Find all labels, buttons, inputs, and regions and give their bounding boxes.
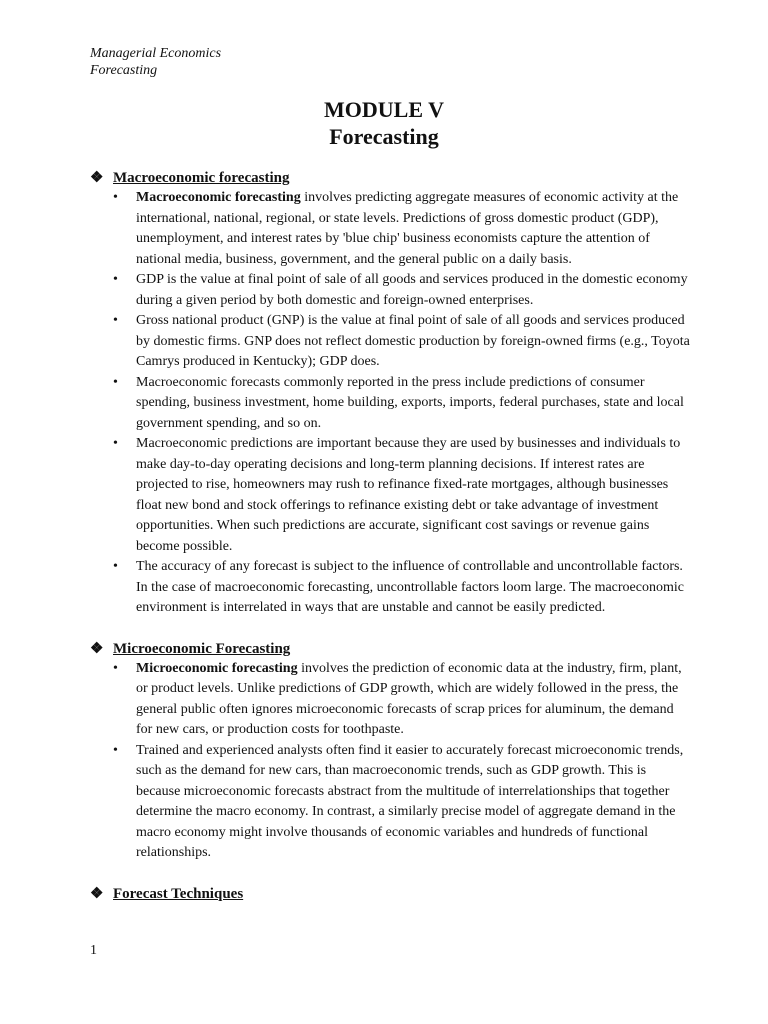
list-item-text: involves predicting aggregate measures of economic activity at the international, national, regional, or state levels. Predictions of gross domestic product (GDP), unemployment, and interest rates by 'blue chip' business economists capture the attention of national media, business, government, and the general public on a daily basis. bbox=[136, 190, 679, 267]
bullet-icon: • bbox=[113, 660, 118, 676]
section-heading-text: Macroeconomic forecasting bbox=[113, 170, 290, 186]
list-item bbox=[90, 188, 690, 270]
header-course-title: Managerial Economics bbox=[90, 46, 222, 61]
list-item-text: Macroeconomic forecasts commonly reported in the press include predictions of consumer spending, business investment, home building, exports, imports, federal purchases, state and local government spending, and so on. bbox=[136, 374, 684, 431]
bullet-icon: • bbox=[113, 190, 118, 205]
list-item bbox=[90, 311, 690, 373]
bullet-icon: • bbox=[113, 559, 118, 574]
bullet-list bbox=[90, 188, 690, 619]
list-item bbox=[90, 659, 690, 741]
document-body bbox=[90, 168, 690, 924]
list-item-text: The accuracy of any forecast is subject to the influence of controllable and uncontrollable factors. In the case of macroeconomic forecasting, uncontrollable factors loom large. The macroeconomic environment is interrelated in ways that are unstable and cannot be easily predicted. bbox=[136, 559, 684, 615]
list-item bbox=[90, 434, 690, 557]
bold-term: Microeconomic forecasting bbox=[136, 660, 298, 676]
bullet-list bbox=[90, 659, 690, 864]
list-item-text: Macroeconomic predictions are important because they are used by businesses and individuals to make day-to-day operating decisions and long-term planning decisions. If interest rates are projected to rise, homeowners may rush to refinance fixed-rate mortgages, although businesses float new bond and stock offerings to refinance existing debt or take advantage of investment opportunities. When such predictions are accurate, significant cost savings or revenue gains become possible. bbox=[136, 436, 681, 554]
list-item bbox=[90, 557, 690, 619]
section-forecast-techniques bbox=[90, 884, 690, 904]
list-item-text: involves the prediction of economic data at the industry, firm, plant, or product levels. Unlike predictions of GDP growth, which are widely followed in the press, the general public often ignores microeconomic forecasts of scrap prices for aluminum, the demand for new cars, or production costs for toothpaste. bbox=[136, 660, 682, 737]
header-topic: Forecasting bbox=[90, 63, 158, 78]
diamond-bullet-icon: ❖ bbox=[90, 170, 104, 186]
section-heading bbox=[90, 884, 690, 904]
page-number: 1 bbox=[90, 943, 97, 958]
bullet-icon: • bbox=[113, 313, 118, 328]
module-title: MODULE V bbox=[324, 97, 444, 122]
bullet-icon: • bbox=[113, 272, 118, 287]
bullet-icon: • bbox=[113, 374, 118, 390]
list-item bbox=[90, 270, 690, 311]
section-heading bbox=[90, 639, 690, 659]
bullet-icon: • bbox=[113, 436, 118, 451]
section-heading bbox=[90, 168, 690, 188]
diamond-bullet-icon: ❖ bbox=[90, 640, 104, 657]
list-item-text: GDP is the value at final point of sale of all goods and services produced in the domestic economy during a given period by both domestic and foreign-owned enterprises. bbox=[136, 272, 688, 308]
list-item bbox=[90, 373, 690, 435]
section-heading-text: Microeconomic Forecasting bbox=[113, 640, 291, 657]
running-header bbox=[90, 45, 221, 79]
list-item-text: Gross national product (GNP) is the value at final point of sale of all goods and services produced by domestic firms. GNP does not reflect domestic production by foreign-owned firms (e.g., Toyota Camrys produced in Kentucky); GDP does. bbox=[136, 313, 690, 369]
section-macroeconomic bbox=[90, 168, 690, 619]
page-title bbox=[0, 96, 768, 150]
list-item-text: Trained and experienced analysts often find it easier to accurately forecast microeconomic trends, such as the demand for new cars, than macroeconomic trends, such as GDP growth. This is because microeconomic forecasts abstract from the multitude of interrelationships that together determine the macro economy. In contrast, a similarly precise model of aggregate demand in the macro economy might involve thousands of economic variables and hundreds of functional relationships. bbox=[136, 742, 684, 860]
bold-term: Macroeconomic forecasting bbox=[136, 190, 301, 205]
section-microeconomic bbox=[90, 639, 690, 864]
list-item bbox=[90, 741, 690, 864]
bullet-icon: • bbox=[113, 742, 118, 758]
diamond-bullet-icon: ❖ bbox=[90, 885, 104, 902]
section-heading-text: Forecast Techniques bbox=[113, 885, 244, 902]
module-subtitle: Forecasting bbox=[329, 124, 439, 149]
